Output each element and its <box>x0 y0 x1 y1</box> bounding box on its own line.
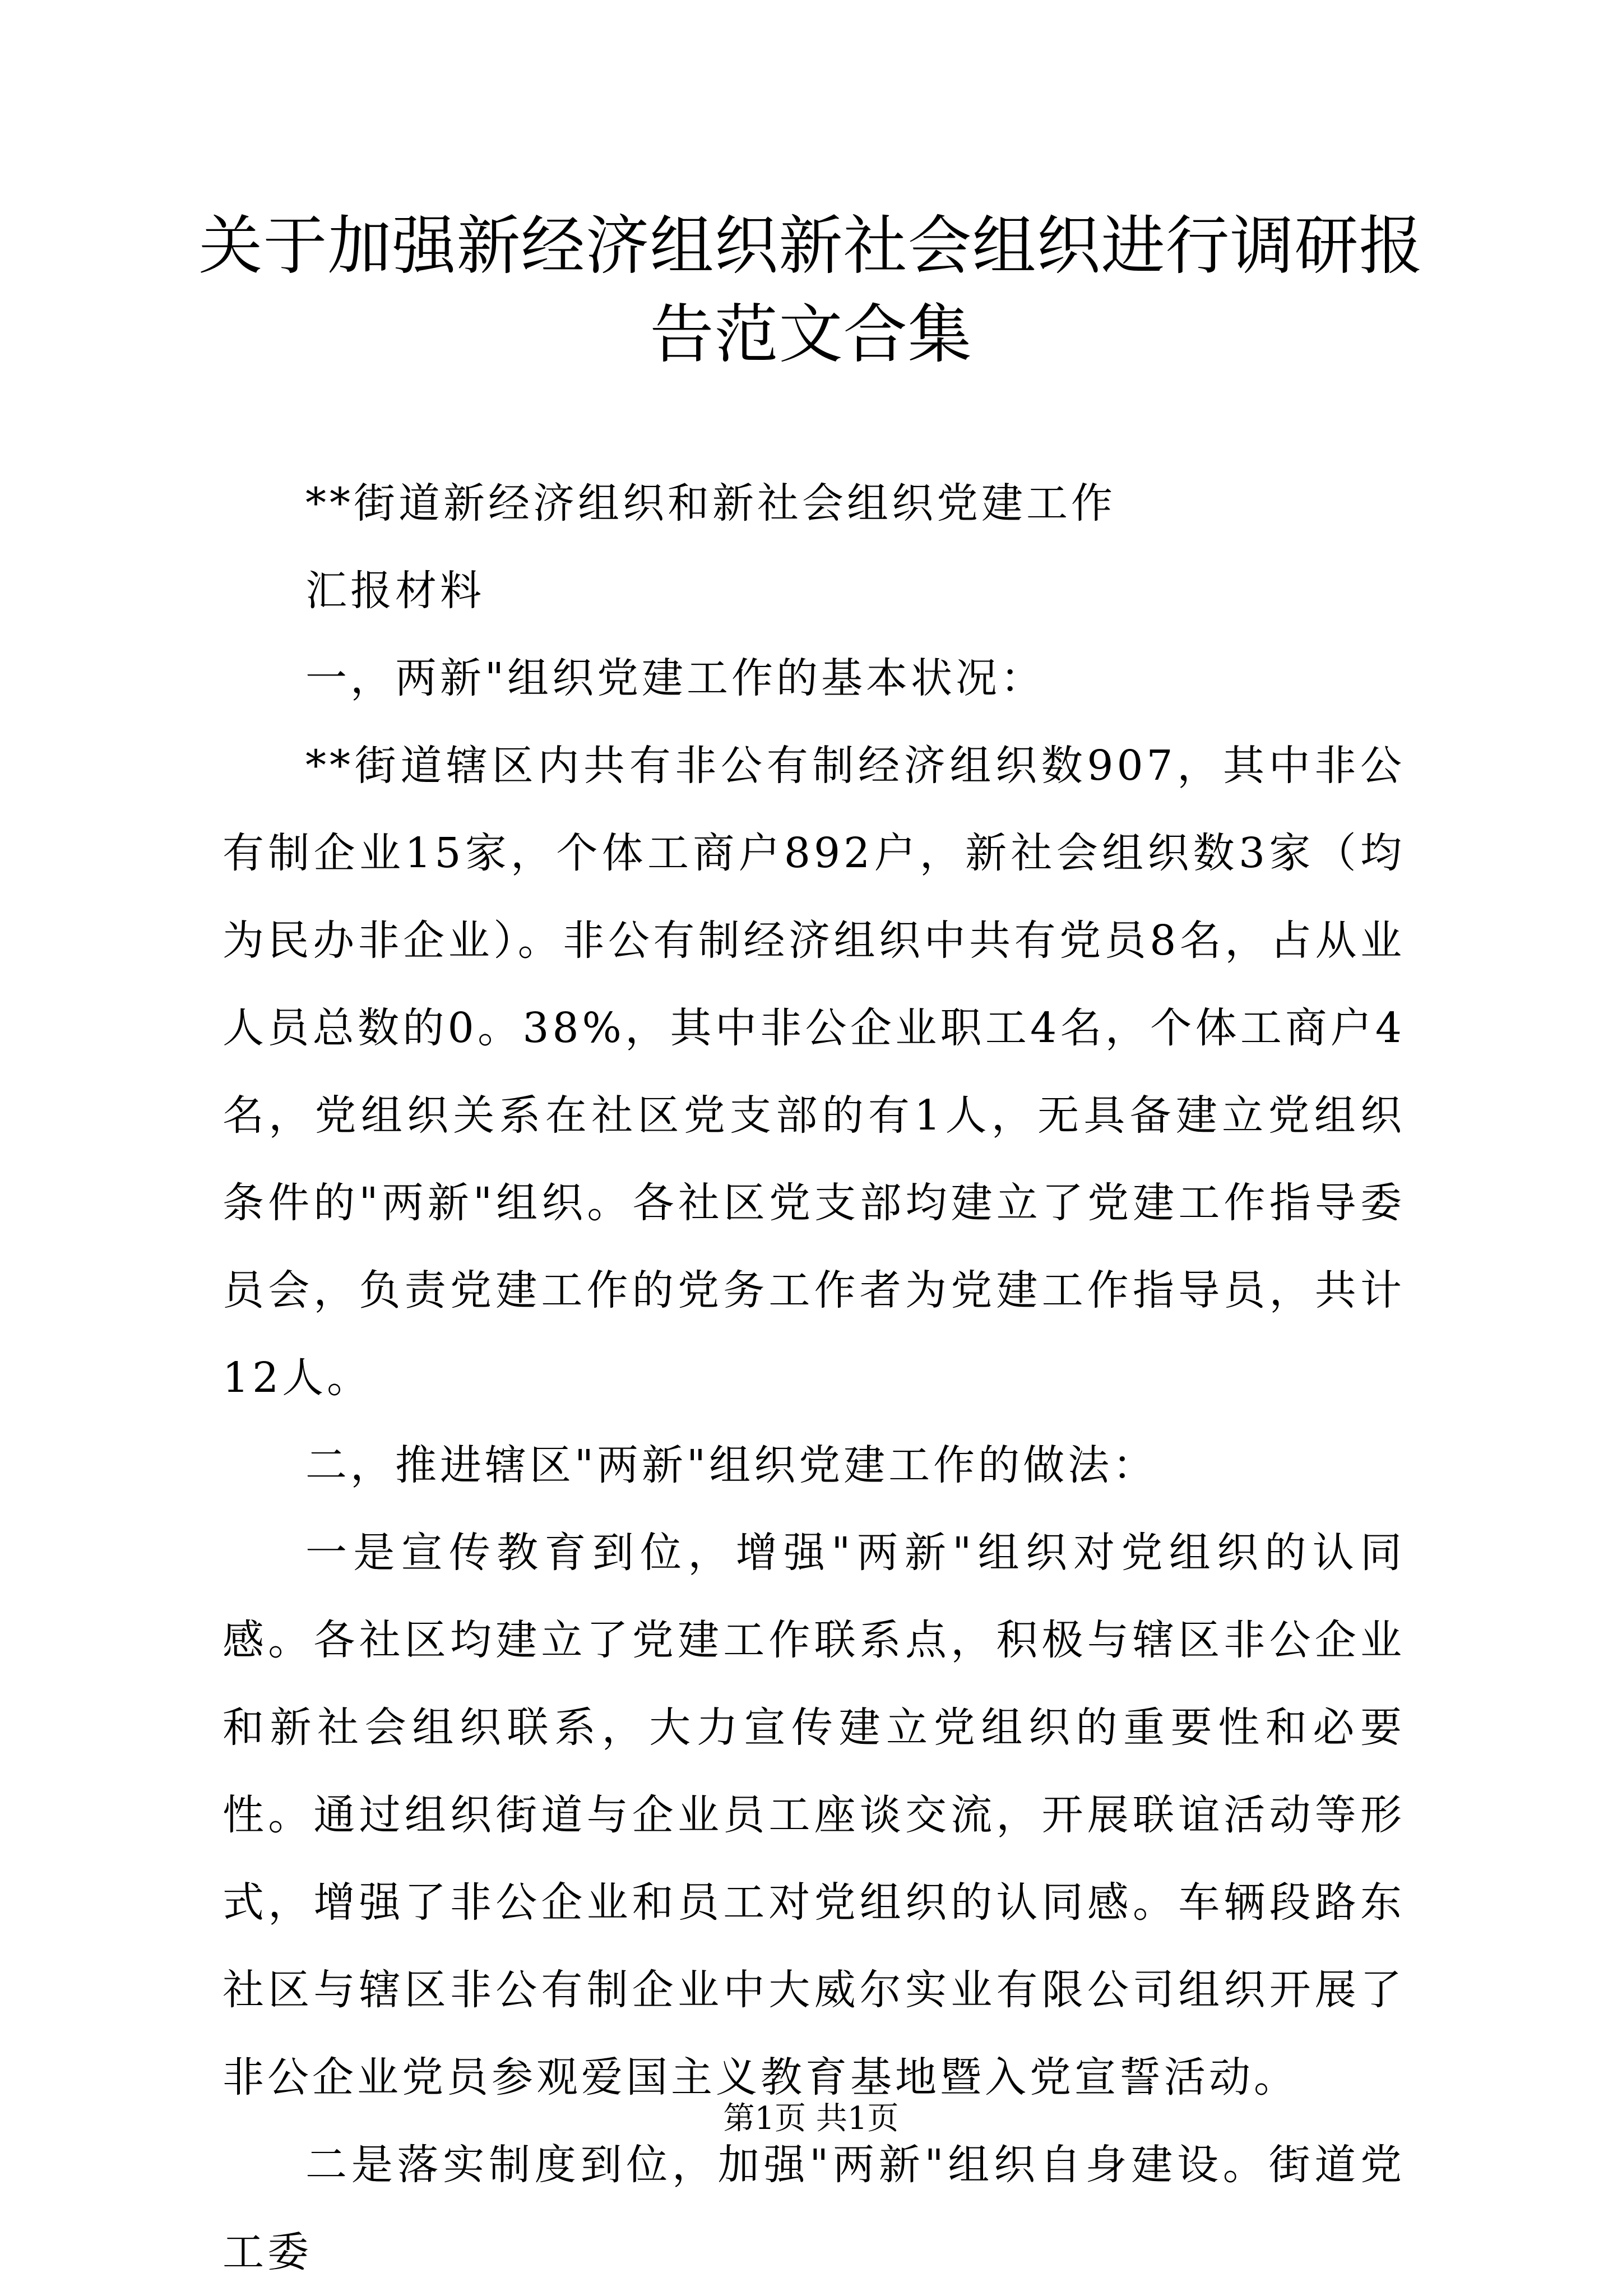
paragraph-report-label: 汇报材料 <box>305 567 485 615</box>
section-heading-basic-status: 一，两新"组织党建工作的基本状况： <box>305 654 1046 702</box>
document-body <box>223 460 1405 2296</box>
page-footer: 第1页 共1页 <box>723 2100 899 2137</box>
paragraph-subtitle: **街道新经济组织和新社会组织党建工作 <box>305 479 1116 527</box>
paragraph-basic-status: **街道辖区内共有非公有制经济组织数907，其中非公有制企业15家，个体工商户892户，新社会组织数3家（均为民办非企业）。非公有制经济组织中共有党员8名，占从业人员总数的0。38%，其中非公企业职工4名，个体工商户4名，党组织关系在社区党支部的有1人，无具备建立党组织条件的"两新"组织。各社区党支部均建立了党建工作指导委员会，负责党建工作的党务工作者为党建工作指导员，共计12人。 <box>223 742 1405 1402</box>
section-heading-practices: 二，推进辖区"两新"组织党建工作的做法： <box>305 1441 1158 1489</box>
document-title: 关于加强新经济组织新社会组织进行调研报告范文合集 <box>198 209 1424 372</box>
paragraph-system-implementation: 二是落实制度到位，加强"两新"组织自身建设。街道党工委 <box>223 2141 1405 2276</box>
paragraph-publicity-education: 一是宣传教育到位，增强"两新"组织对党组织的认同感。各社区均建立了党建工作联系点，积极与辖区非公企业和新社会组织联系，大力宣传建立党组织的重要性和必要性。通过组织街道与企业员工座谈交流，开展联谊活动等形式，增强了非公企业和员工对党组织的认同感。车辆段路东社区与辖区非公有制企业中大威尔实业有限公司组织开展了非公企业党员参观爱国主义教育基地暨入党宣誓活动。 <box>223 1529 1405 2101</box>
